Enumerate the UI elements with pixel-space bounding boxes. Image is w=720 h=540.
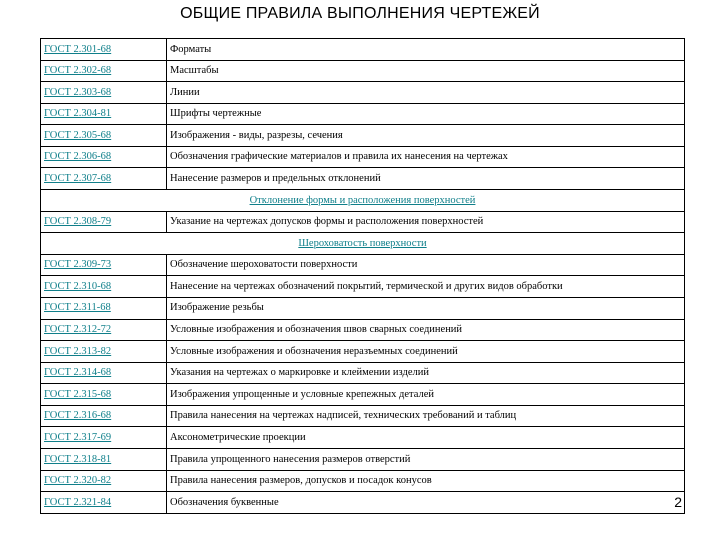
gost-code-link[interactable]: ГОСТ 2.310-68 [44,280,112,292]
gost-code-cell [41,341,167,363]
gost-description: Обозначения графические материалов и правила их нанесения на чертежах [167,146,685,168]
table-row [41,492,685,514]
subheading-link[interactable]: Отклонение формы и расположения поверхностей [249,194,476,206]
gost-code-cell [41,492,167,514]
gost-code-cell [41,405,167,427]
gost-code-link[interactable]: ГОСТ 2.314-68 [44,367,112,379]
gost-standards-table [40,38,685,514]
table-row [41,60,685,82]
gost-description: Обозначения буквенные [167,492,685,514]
gost-code-cell [41,276,167,298]
gost-code-link[interactable]: ГОСТ 2.309-73 [44,259,112,271]
table-subheading-row [41,233,685,255]
gost-code-link[interactable]: ГОСТ 2.301-68 [44,43,112,55]
gost-code-link[interactable]: ГОСТ 2.318-81 [44,453,112,465]
gost-code-cell [41,362,167,384]
gost-code-cell [41,82,167,104]
gost-code-cell [41,60,167,82]
gost-description: Масштабы [167,60,685,82]
table-row [41,362,685,384]
gost-code-link[interactable]: ГОСТ 2.306-68 [44,151,112,163]
gost-code-link[interactable]: ГОСТ 2.313-82 [44,345,112,357]
gost-code-cell [41,470,167,492]
table-row [41,448,685,470]
subheading-cell [41,190,685,212]
page-title: ОБЩИЕ ПРАВИЛА ВЫПОЛНЕНИЯ ЧЕРТЕЖЕЙ [180,5,540,22]
gost-code-link[interactable]: ГОСТ 2.308-79 [44,216,112,228]
table-row [41,470,685,492]
table-row [41,427,685,449]
gost-code-cell [41,427,167,449]
table-row [41,211,685,233]
gost-description: Изображение резьбы [167,297,685,319]
gost-description: Форматы [167,39,685,61]
gost-code-link[interactable]: ГОСТ 2.307-68 [44,172,112,184]
gost-description: Обозначение шероховатости поверхности [167,254,685,276]
gost-code-link[interactable]: ГОСТ 2.312-72 [44,324,112,336]
gost-code-link[interactable]: ГОСТ 2.317-69 [44,431,112,443]
gost-description: Аксонометрические проекции [167,427,685,449]
gost-code-link[interactable]: ГОСТ 2.305-68 [44,129,112,141]
gost-description: Указание на чертежах допусков формы и расположения поверхностей [167,211,685,233]
gost-code-cell [41,146,167,168]
gost-code-cell [41,168,167,190]
gost-code-link[interactable]: ГОСТ 2.316-68 [44,410,112,422]
gost-code-cell [41,103,167,125]
page-number: 2 [674,494,682,510]
table-row [41,405,685,427]
table-row [41,319,685,341]
gost-description: Правила нанесения на чертежах надписей, технических требований и таблиц [167,405,685,427]
gost-code-cell [41,384,167,406]
table-row [41,384,685,406]
gost-code-cell [41,448,167,470]
table-row [41,341,685,363]
gost-description: Нанесение на чертежах обозначений покрытий, термической и других видов обработки [167,276,685,298]
gost-description: Условные изображения и обозначения швов сварных соединений [167,319,685,341]
gost-code-cell [41,211,167,233]
gost-description: Изображения - виды, разрезы, сечения [167,125,685,147]
subheading-cell [41,233,685,255]
gost-code-link[interactable]: ГОСТ 2.320-82 [44,475,112,487]
gost-code-link[interactable]: ГОСТ 2.303-68 [44,86,112,98]
gost-code-link[interactable]: ГОСТ 2.315-68 [44,388,112,400]
gost-description: Условные изображения и обозначения неразъемных соединений [167,341,685,363]
gost-table-body [41,39,685,514]
gost-code-link[interactable]: ГОСТ 2.321-84 [44,496,112,508]
table-row [41,168,685,190]
gost-description: Правила упрощенного нанесения размеров отверстий [167,448,685,470]
gost-description: Правила нанесения размеров, допусков и посадок конусов [167,470,685,492]
table-row [41,103,685,125]
gost-description: Шрифты чертежные [167,103,685,125]
table-row [41,297,685,319]
gost-code-link[interactable]: ГОСТ 2.304-81 [44,108,112,120]
table-row [41,39,685,61]
gost-code-cell [41,319,167,341]
gost-description: Изображения упрощенные и условные крепежных деталей [167,384,685,406]
table-row [41,276,685,298]
gost-description: Линии [167,82,685,104]
subheading-link[interactable]: Шероховатость поверхности [298,237,427,249]
gost-code-cell [41,125,167,147]
table-row [41,125,685,147]
gost-code-link[interactable]: ГОСТ 2.311-68 [44,302,111,314]
table-row [41,146,685,168]
table-row [41,82,685,104]
table-subheading-row [41,190,685,212]
gost-description: Указания на чертежах о маркировке и клеймении изделий [167,362,685,384]
gost-code-link[interactable]: ГОСТ 2.302-68 [44,65,112,77]
gost-code-cell [41,297,167,319]
gost-code-cell [41,254,167,276]
gost-description: Нанесение размеров и предельных отклонений [167,168,685,190]
gost-code-cell [41,39,167,61]
table-row [41,254,685,276]
